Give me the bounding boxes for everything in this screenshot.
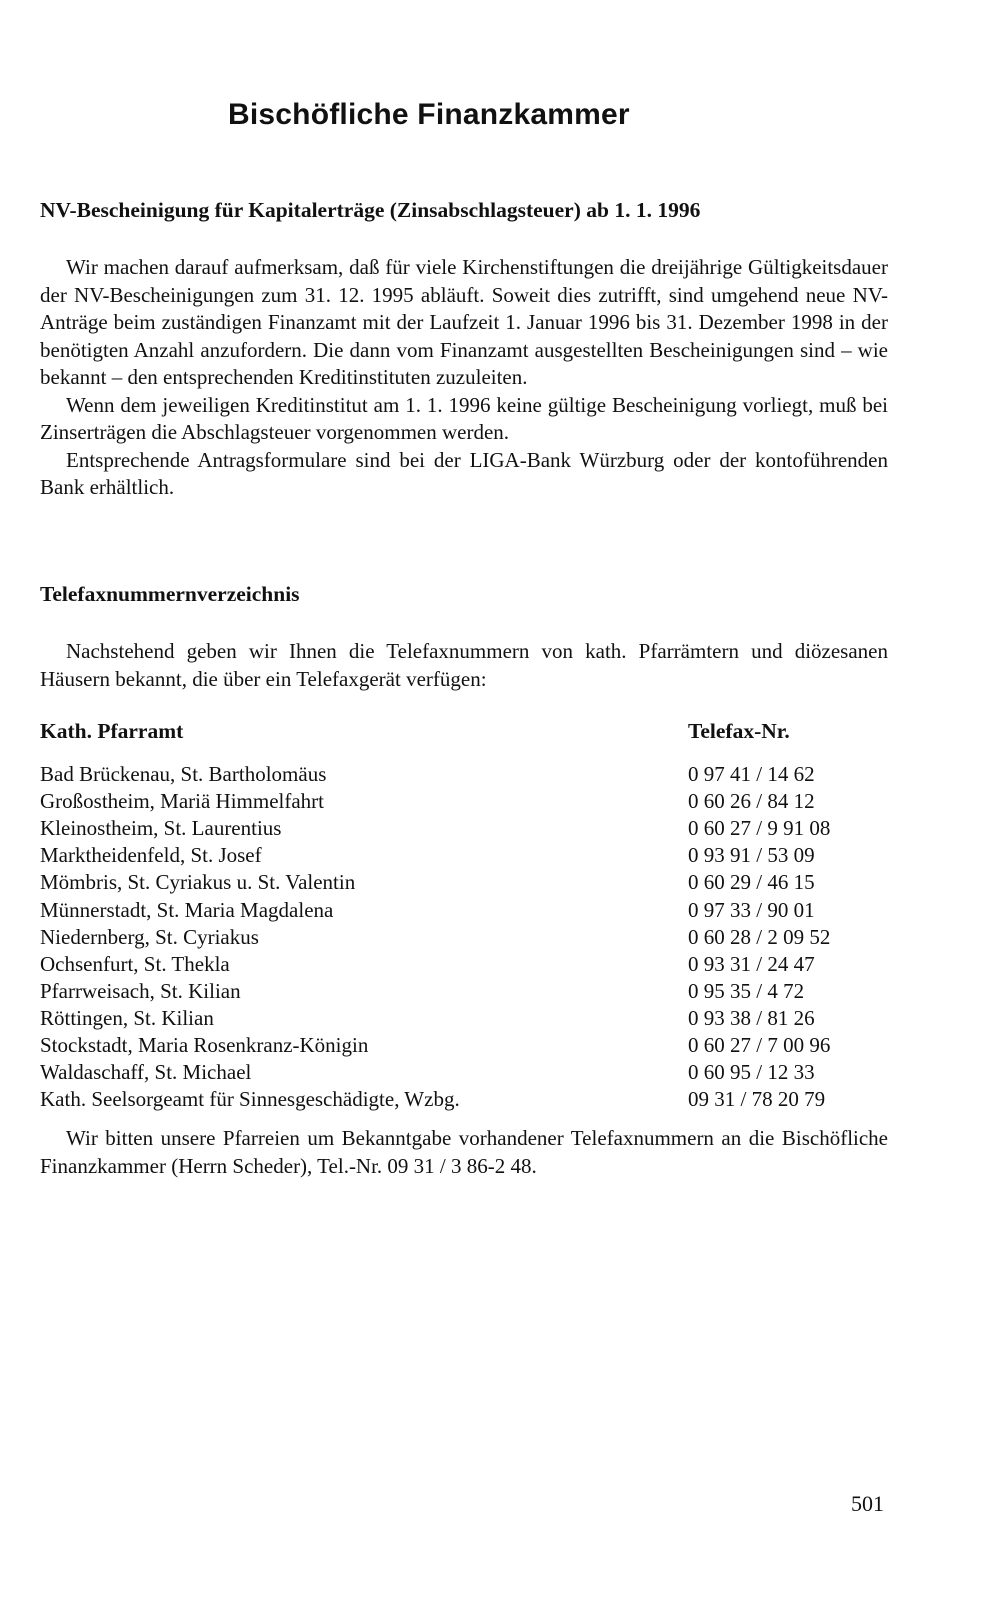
table-row (40, 924, 920, 951)
parish-name: Kath. Seelsorgeamt für Sinnesgeschädigte, Wzbg. (40, 1087, 460, 1112)
parish-name: Waldaschaff, St. Michael (40, 1060, 252, 1085)
fax-number: 0 60 27 / 9 91 08 (688, 816, 831, 841)
fax-number: 0 60 26 / 84 12 (688, 789, 815, 814)
fax-number: 0 93 38 / 81 26 (688, 1005, 815, 1030)
parish-name: Großostheim, Mariä Himmelfahrt (40, 789, 325, 814)
telefax-intro-text: Nachstehend geben wir Ihnen die Telefaxnummern von kath. Pfarrämtern und diözesanen Häusern bekannt, die über ein Telefaxgerät verfügen: (40, 639, 888, 691)
parish-name: Bad Brückenau, St. Bartholomäus (40, 762, 327, 787)
fax-number: 0 93 91 / 53 09 (688, 843, 815, 868)
parish-name: Marktheidenfeld, St. Josef (40, 843, 262, 868)
parish-name: Münnerstadt, St. Maria Magdalena (40, 897, 334, 922)
table-row (40, 788, 920, 815)
table-row (40, 1086, 920, 1113)
section-heading-telefax: Telefaxnummernverzeichnis (40, 582, 300, 606)
parish-name: Pfarrweisach, St. Kilian (40, 978, 241, 1003)
table-row (40, 1005, 920, 1032)
table-row (40, 815, 920, 842)
parish-name: Ochsenfurt, St. Thekla (40, 951, 230, 976)
parish-name: Niedernberg, St. Cyriakus (40, 924, 259, 949)
fax-number: 0 60 27 / 7 00 96 (688, 1033, 831, 1058)
parish-name: Stockstadt, Maria Rosenkranz-Königin (40, 1033, 369, 1058)
column-header-pfarramt: Kath. Pfarramt (40, 719, 184, 743)
fax-number: 0 60 28 / 2 09 52 (688, 924, 831, 949)
fax-number: 0 60 95 / 12 33 (688, 1060, 815, 1085)
table-row (40, 1032, 920, 1059)
nv-paragraph-1: Wir machen darauf aufmerksam, daß für viele Kirchenstiftungen die dreijährige Gültigkeitsdauer der NV-Bescheinigungen zum 31. 12. 1995 abläuft. Soweit dies zutrifft, sind umgehend neue NV-Anträge beim zuständigen Finanzamt mit der Laufzeit 1. Januar 1996 bis 31. Dezember 1998 in der benötigten Anzahl anzufordern. Die dann vom Finanzamt ausgestellten Bescheinigungen sind – wie bekannt – den entsprechenden Kreditinstituten zuzuleiten. (40, 255, 888, 389)
parish-name: Kleinostheim, St. Laurentius (40, 816, 282, 841)
fax-number: 0 60 29 / 46 15 (688, 870, 815, 895)
nv-paragraph-2: Wenn dem jeweiligen Kreditinstitut am 1. 1. 1996 keine gültige Bescheinigung vorliegt, muß bei Zinserträgen die Abschlagsteuer vorgenommen werden. (40, 392, 888, 444)
fax-number: 0 93 31 / 24 47 (688, 951, 815, 976)
fax-number: 0 97 33 / 90 01 (688, 897, 815, 922)
fax-number: 0 97 41 / 14 62 (688, 762, 815, 787)
table-row (40, 897, 920, 924)
closing-text: Wir bitten unsere Pfarreien um Bekanntgabe vorhandener Telefaxnummern an die Bischöfliche Finanzkammer (Herrn Scheder), Tel.-Nr. 09 31 / 3 86-2 48. (40, 1126, 888, 1178)
page-title: Bischöfliche Finanzkammer (228, 98, 630, 131)
nv-paragraph-3: Entsprechende Antragsformulare sind bei der LIGA-Bank Würzburg oder der kontoführenden Bank erhältlich. (40, 447, 888, 499)
table-row (40, 869, 920, 896)
table-row (40, 978, 920, 1005)
telefax-table (40, 718, 920, 1113)
fax-number: 0 95 35 / 4 72 (688, 978, 805, 1003)
fax-number: 09 31 / 78 20 79 (688, 1087, 826, 1112)
table-row (40, 951, 920, 978)
telefax-intro (40, 638, 888, 693)
table-row (40, 1059, 920, 1086)
page-number: 501 (851, 1491, 884, 1516)
parish-name: Röttingen, St. Kilian (40, 1005, 214, 1030)
column-header-telefax: Telefax-Nr. (688, 719, 790, 743)
parish-name: Mömbris, St. Cyriakus u. St. Valentin (40, 870, 356, 895)
closing-paragraph (40, 1125, 888, 1180)
section-heading-nv: NV-Bescheinigung für Kapitalerträge (Zinsabschlagsteuer) ab 1. 1. 1996 (40, 198, 701, 222)
nv-paragraph-block (40, 254, 888, 502)
table-header-row (40, 718, 920, 745)
table-row (40, 842, 920, 869)
table-row (40, 761, 920, 788)
